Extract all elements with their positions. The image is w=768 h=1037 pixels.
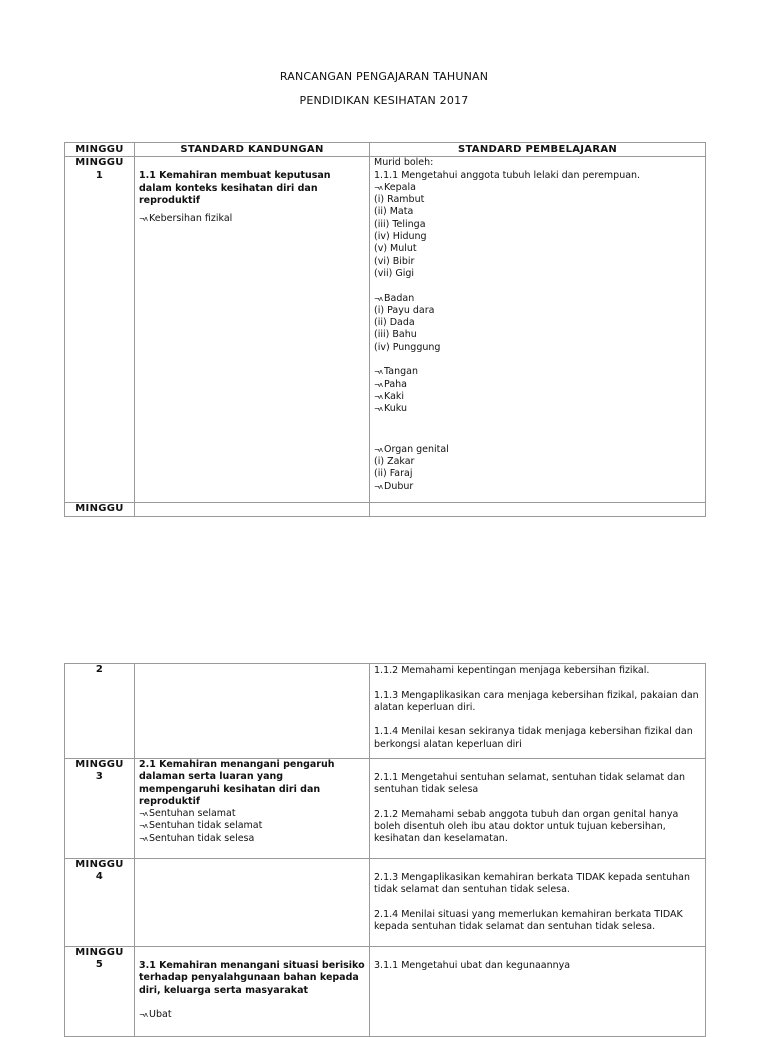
sk-title: 3.1 Kemahiran menangani situasi berisiko terhadap penyalahgunaan bahan kepada diri, keluarga serta masyarakat: [139, 960, 365, 996]
bullet-icon: ¬ʌ: [374, 482, 383, 491]
table-row-week-4: [65, 859, 706, 947]
list-item: ¬ʌ Paha: [374, 378, 407, 390]
list-item: (ii) Mata: [374, 206, 414, 218]
list-item: (i) Zakar: [374, 456, 415, 468]
document-subtitle: PENDIDIKAN KESIHATAN 2017: [299, 94, 469, 107]
sp-objective: 2.1.1 Mengetahui sentuhan selamat, sentuhan tidak selamat dan sentuhan tidak selesa: [374, 772, 686, 796]
sp-objective: 2.1.3 Mengaplikasikan kemahiran berkata TIDAK kepada sentuhan tidak selamat dan sentuhan tidak selesa.: [374, 872, 691, 896]
week-cell: [65, 759, 135, 859]
sk-item: ¬ʌ Sentuhan tidak selesa: [139, 832, 255, 844]
plan-table-2: [64, 663, 706, 1037]
bullet-icon: ¬ʌ: [374, 183, 383, 192]
sk-item: ¬ʌ Sentuhan selamat: [139, 808, 236, 820]
standard-kandungan-cell: [135, 503, 370, 517]
bullet-icon: ¬ʌ: [374, 392, 383, 401]
sk-title: 1.1 Kemahiran membuat keputusan dalam konteks kesihatan diri dan reproduktif: [139, 170, 331, 206]
sk-item: ¬ʌ Sentuhan tidak selamat: [139, 820, 263, 832]
list-item: ¬ʌ Organ genital: [374, 443, 449, 455]
sk-item: ¬ʌ Ubat: [139, 1009, 172, 1021]
standard-pembelajaran-cell: [370, 664, 706, 759]
sk-title: 2.1 Kemahiran menangani pengaruh dalaman serta luaran yang mempengaruhi kesihatan diri dan reproduktif: [139, 759, 335, 807]
list-item: ¬ʌ Tangan: [374, 366, 418, 378]
week-label: MINGGU: [75, 157, 124, 169]
standard-pembelajaran-cell: [370, 503, 706, 517]
week-label: MINGGU: [75, 759, 124, 770]
list-item: ¬ʌ Kaki: [374, 390, 405, 402]
header-standard-kandungan: STANDARD KANDUNGAN: [135, 143, 370, 157]
list-item: (iii) Bahu: [374, 329, 417, 341]
list-item: ¬ʌ Dubur: [374, 480, 414, 492]
week-label: MINGGU: [75, 947, 124, 958]
sp-intro: Murid boleh:: [374, 157, 434, 169]
bullet-icon: ¬ʌ: [374, 380, 383, 389]
sk-item: ¬ʌ Kebersihan fizikal: [139, 213, 233, 225]
list-item: ¬ʌ Badan: [374, 292, 415, 304]
bullet-icon: ¬ʌ: [374, 368, 383, 377]
header-standard-pembelajaran: STANDARD PEMBELAJARAN: [370, 143, 706, 157]
list-item: (i) Payu dara: [374, 304, 435, 316]
list-item: ¬ʌ Kepala: [374, 181, 416, 193]
bullet-icon: ¬ʌ: [374, 405, 383, 414]
bullet-icon: ¬ʌ: [374, 294, 383, 303]
bullet-icon: ¬ʌ: [139, 215, 148, 224]
sp-objective: 1.1.3 Mengaplikasikan cara menjaga kebersihan fizikal, pakaian dan alatan keperluan diri.: [374, 689, 699, 713]
list-item: (v) Mulut: [374, 243, 417, 255]
week-cell: [65, 157, 135, 503]
standard-kandungan-cell: [135, 859, 370, 947]
standard-kandungan-cell: [135, 157, 370, 503]
list-item: (iv) Punggung: [374, 341, 441, 353]
document-title: RANCANGAN PENGAJARAN TAHUNAN: [279, 70, 489, 83]
table-row-week-2: [65, 664, 706, 759]
week-number: 1: [95, 169, 104, 181]
sp-objective: 1.1.4 Menilai kesan sekiranya tidak menjaga kebersihan fizikal dan berkongsi alatan keperluan diri: [374, 726, 693, 750]
list-item: (ii) Dada: [374, 317, 415, 329]
list-item: (vii) Gigi: [374, 267, 415, 279]
standard-kandungan-cell: [135, 947, 370, 1037]
table-row-week-5: [65, 947, 706, 1037]
sp-objective: 2.1.2 Memahami sebab anggota tubuh dan organ genital hanya boleh disentuh oleh ibu atau doktor untuk tujuan kebersihan, kesihatan dan keselamatan.: [374, 808, 679, 845]
bullet-icon: ¬ʌ: [139, 810, 148, 819]
week-label: MINGGU: [65, 503, 135, 517]
standard-pembelajaran-cell: [370, 157, 706, 503]
bullet-icon: ¬ʌ: [139, 822, 148, 831]
sp-objective: 2.1.4 Menilai situasi yang memerlukan kemahiran berkata TIDAK kepada sentuhan tidak selamat dan sentuhan tidak selesa.: [374, 908, 683, 933]
sp-objective: 3.1.1 Mengetahui ubat dan kegunaannya: [374, 960, 571, 971]
standard-pembelajaran-cell: [370, 859, 706, 947]
table-header-row: [65, 143, 706, 157]
standard-kandungan-cell: [135, 759, 370, 859]
week-number: 2: [65, 664, 135, 759]
bullet-icon: ¬ʌ: [139, 1011, 148, 1020]
table-row-week-3: [65, 759, 706, 859]
week-cell: [65, 947, 135, 1037]
sp-objective: 1.1.1 Mengetahui anggota tubuh lelaki dan perempuan.: [374, 169, 641, 181]
header-minggu: MINGGU: [65, 143, 135, 157]
plan-table-1: [64, 142, 706, 517]
week-number: 5: [95, 959, 104, 971]
week-number: 4: [95, 871, 104, 883]
standard-pembelajaran-cell: [370, 947, 706, 1037]
table-row-week-1: [65, 157, 706, 503]
list-item: ¬ʌ Kuku: [374, 403, 408, 415]
bullet-icon: ¬ʌ: [374, 445, 383, 454]
sp-objective: 1.1.2 Memahami kepentingan menjaga kebersihan fizikal.: [374, 665, 650, 676]
list-item: (vi) Bibir: [374, 255, 415, 267]
week-label: MINGGU: [75, 859, 124, 870]
standard-pembelajaran-cell: [370, 759, 706, 859]
week-number: 3: [95, 771, 104, 783]
week-cell: [65, 859, 135, 947]
list-item: (ii) Faraj: [374, 468, 413, 480]
list-item: (iv) Hidung: [374, 231, 427, 243]
list-item: (iii) Telinga: [374, 218, 426, 230]
table-row-week-2-start: [65, 503, 706, 517]
standard-kandungan-cell: [135, 664, 370, 759]
list-item: (i) Rambut: [374, 194, 425, 206]
bullet-icon: ¬ʌ: [139, 834, 148, 843]
